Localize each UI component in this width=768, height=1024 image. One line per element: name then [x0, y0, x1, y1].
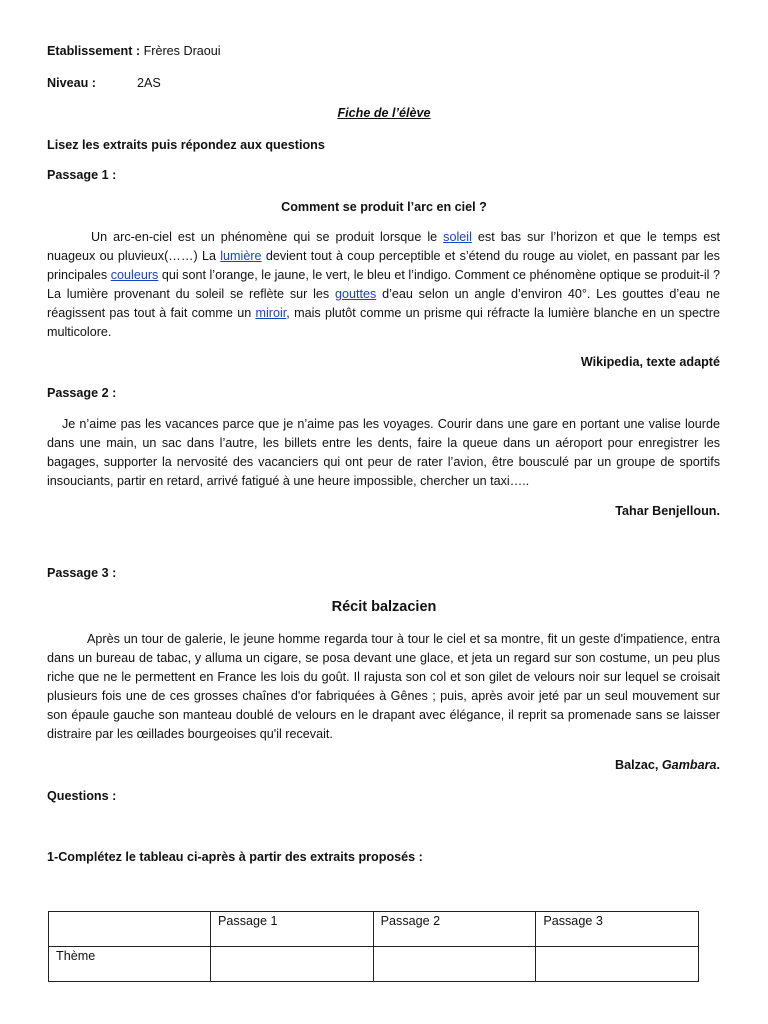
table-cell[interactable] — [373, 947, 536, 982]
passage1-text-part: est bas sur l’horizon et que le temps est nuageux ou pluvieux(……) La — [47, 230, 720, 263]
question-1: 1-Complétez le tableau ci-après à partir des extraits proposés : — [47, 850, 423, 864]
link-couleurs[interactable]: couleurs — [110, 268, 159, 282]
table-header-cell: Passage 2 — [373, 912, 536, 947]
passage1-text-part: Un arc-en-ciel est un phénomène qui se produit lorsque le — [91, 230, 444, 244]
passage1-label: Passage 1 : — [47, 168, 117, 182]
passage3-label: Passage 3 : — [47, 566, 117, 580]
table-row — [49, 947, 699, 982]
passage1-text-part: devient tout à coup perceptible et s’étend du rouge au violet, en passant par les principales — [47, 249, 720, 282]
answer-table — [48, 911, 699, 982]
table-cell[interactable] — [536, 947, 699, 982]
etablissement-value: Frères Draoui — [140, 44, 221, 58]
niveau-label: Niveau : — [47, 76, 96, 90]
link-lumiere[interactable]: lumière — [220, 249, 262, 263]
passage1-source: Wikipedia, texte adapté — [580, 355, 720, 369]
table-cell[interactable] — [211, 947, 374, 982]
instruction: Lisez les extraits puis répondez aux questions — [47, 138, 325, 152]
table-row-label: Thème — [49, 947, 211, 982]
passage1-text — [47, 228, 720, 342]
passage3-source — [47, 758, 720, 772]
etablissement-line — [47, 44, 221, 58]
link-soleil[interactable]: soleil — [443, 230, 472, 244]
passage3-text: Après un tour de galerie, le jeune homme regarda tour à tour le ciel et sa montre, fit un geste d'impatience, entra dans un bureau de tabac, y alluma un cigare, se posa devant une glace, et jeta un regard sur son costume, un peu plus riche que ne le permettent en France les lois du goût. Il rajusta son col et son gilet de velours noir sur lequel se croisait plusieurs fois une de ces grosses chaînes d'or fabriquées à Gênes ; puis, après avoir jeté par un seul mouvement sur son épaule gauche son manteau doublé de velours en le drapant avec élégance, il reprit sa promenade sans se laisser distraire par les œillades bourgeoises qu'il recevait. — [47, 632, 720, 741]
etablissement-label: Etablissement : — [47, 44, 141, 58]
passage3-source-author: Balzac, — [614, 758, 662, 772]
passage1-text-part: d’eau selon un angle d’environ 40°. Les gouttes d’eau ne réagissent pas tout à fait comme un — [47, 287, 720, 320]
passage1-text-part: , mais plutôt comme un prisme qui réfracte la lumière blanche en un spectre multicolore. — [47, 306, 720, 339]
table-header-cell: Passage 3 — [536, 912, 699, 947]
table-header-cell: Passage 1 — [211, 912, 374, 947]
link-gouttes[interactable]: gouttes — [334, 287, 377, 301]
passage1-text-part: qui sont l’orange, le jaune, le vert, le bleu et l’indigo. Comment ce phénomène optique se produit-il ? La lumière provenant du soleil se reflète sur les — [47, 268, 720, 301]
table-cell[interactable] — [49, 912, 211, 947]
passage1-heading: Comment se produit l’arc en ciel ? — [281, 200, 487, 214]
questions-label: Questions : — [47, 789, 117, 803]
passage2-source: Tahar Benjelloun. — [615, 504, 720, 518]
passage2-text: Je n’aime pas les vacances parce que je n’aime pas les voyages. Courir dans une gare en portant une valise lourde dans une main, un sac dans l’autre, les billets entre les dents, faire la queue dans un aéroport pour enregistrer les bagages, supporter la nervosité des vacanciers qui ont peur de rater l’avion, être bousculé par un groupe de sportifs insouciants, partir en retard, arrivé fatigué à une heure impossible, chercher un taxi….. — [47, 417, 720, 488]
page-title: Fiche de l’élève — [337, 106, 431, 120]
link-miroir[interactable]: miroir — [255, 306, 287, 320]
niveau-value: 2AS — [137, 76, 161, 90]
table-header-row — [49, 912, 699, 947]
passage3-source-end: . — [716, 758, 720, 772]
passage3-heading: Récit balzacien — [331, 599, 437, 615]
passage3-source-title: Gambara — [661, 758, 717, 772]
passage2-label: Passage 2 : — [47, 386, 117, 400]
niveau-line — [47, 76, 96, 90]
